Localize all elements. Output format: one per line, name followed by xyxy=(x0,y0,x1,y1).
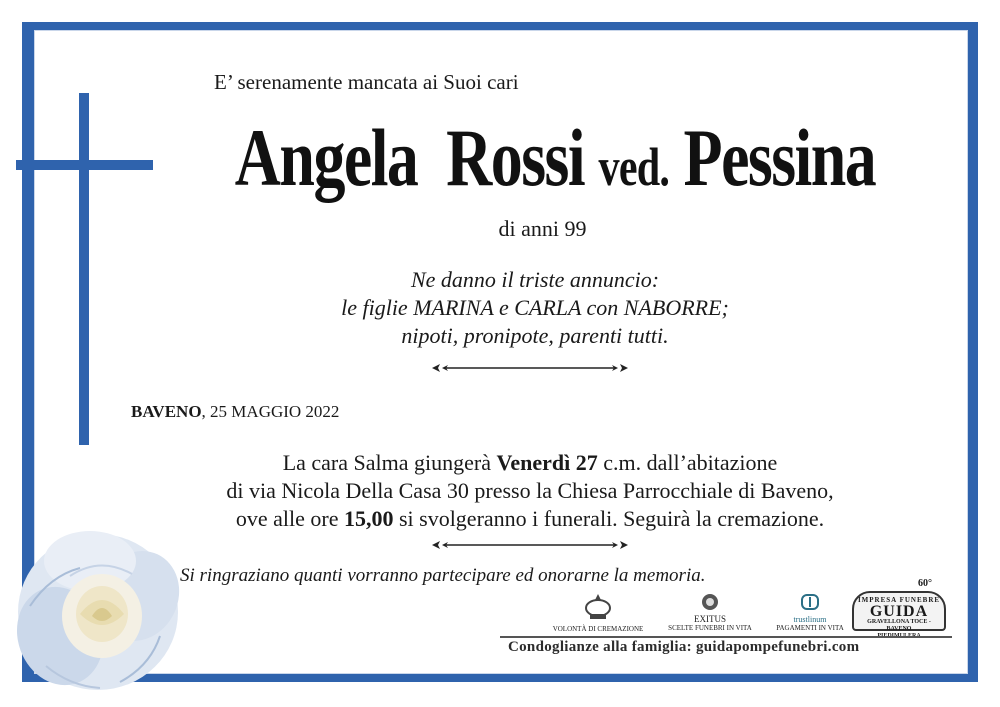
cremation-caption: VOLONTÀ DI CREMAZIONE xyxy=(552,625,644,633)
service-text: si svolgeranno i funerali. Seguirà la cremazione. xyxy=(393,506,825,531)
place-date xyxy=(131,402,339,422)
service-time: 15,00 xyxy=(343,506,394,531)
service-line: di via Nicola Della Casa 30 presso la Chiesa Parrocchiale di Baveno, xyxy=(226,478,834,503)
service-day: Venerdì 27 xyxy=(496,450,598,475)
married-name: Pessina xyxy=(683,112,876,203)
trustlinum-logo xyxy=(765,592,855,633)
service-text: ove alle ore xyxy=(235,506,344,531)
exitus-caption: SCELTE FUNEBRI IN VITA xyxy=(668,624,752,632)
divider-ornament-icon xyxy=(430,539,630,551)
widow-prefix: ved. xyxy=(598,137,670,197)
trustlinum-caption: PAGAMENTI IN VITA xyxy=(776,624,844,632)
exitus-brand: EXITUS xyxy=(694,614,726,624)
funeral-home-name: GUIDA xyxy=(869,603,929,620)
exitus-icon xyxy=(695,592,725,612)
anniversary-badge: 60° xyxy=(918,578,932,589)
cremation-logo xyxy=(548,592,648,634)
announcement-line: Ne danno il triste annuncio: xyxy=(410,267,660,292)
place-name: BAVENO xyxy=(131,402,202,421)
trustlinum-icon xyxy=(799,592,821,612)
service-text: La cara Salma giungerà xyxy=(282,450,497,475)
cremation-crest-icon xyxy=(581,592,615,622)
deceased-name xyxy=(122,108,902,217)
announcement-line: le figlie MARINA e CARLA con NABORRE; xyxy=(341,295,729,320)
last-name: Rossi xyxy=(446,112,585,203)
date-text: , 25 MAGGIO 2022 xyxy=(201,402,340,421)
funeral-home-type: IMPRESA FUNEBRE xyxy=(857,596,941,604)
funeral-home-logo xyxy=(852,573,946,633)
age-text: di anni 99 xyxy=(498,216,587,241)
service-line xyxy=(0,449,1000,477)
rose-icon xyxy=(10,516,186,701)
announcement xyxy=(0,266,1000,350)
funeral-home-locations: GRAVELLONA TOCE - BAVENO xyxy=(867,619,931,632)
footer-divider xyxy=(500,636,952,638)
funeral-home-badge xyxy=(852,591,946,631)
first-name: Angela xyxy=(234,112,418,203)
trustlinum-brand: trustlinum xyxy=(793,615,827,624)
condolences-link[interactable]: Condoglianze alla famiglia: guidapompefunebri.com xyxy=(508,639,860,655)
intro-text: E’ serenamente mancata ai Suoi cari xyxy=(214,70,519,94)
divider-ornament-icon xyxy=(430,362,630,374)
service-text: c.m. dall’abitazione xyxy=(597,450,778,475)
exitus-logo xyxy=(660,592,760,633)
thanks-text: Si ringraziano quanti vorranno partecipare ed onorarne la memoria. xyxy=(180,565,706,586)
announcement-line: nipoti, pronipote, parenti tutti. xyxy=(401,323,669,348)
